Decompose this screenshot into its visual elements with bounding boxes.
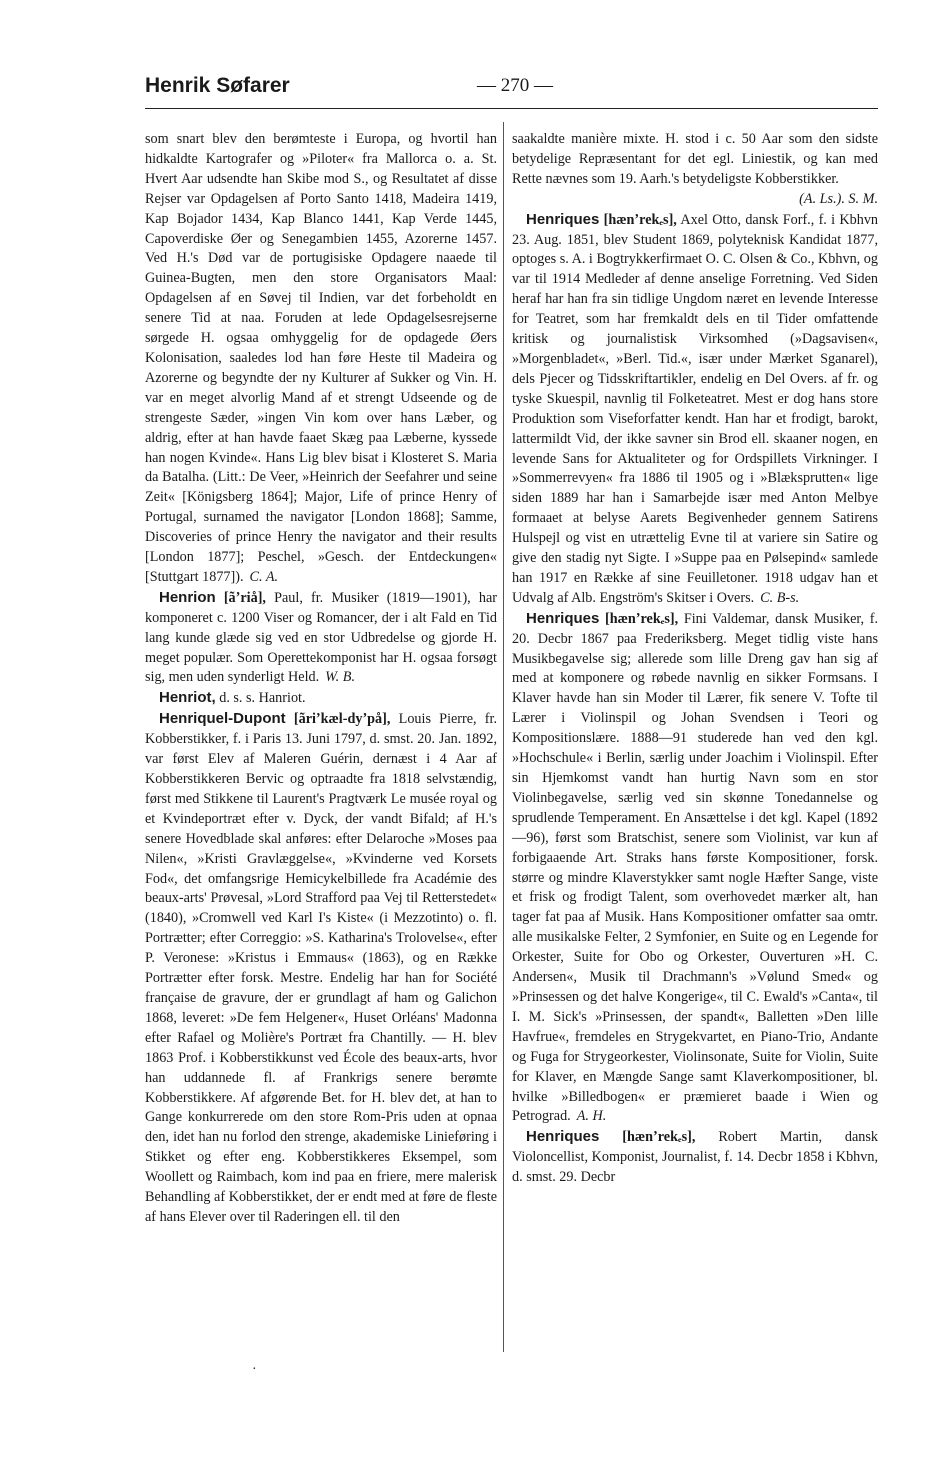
- entry-henriques-axel-otto: [512, 210, 878, 609]
- running-head: Henrik Søfarer: [145, 74, 290, 97]
- pronunciation: [ãriʼkæl-dyʼpå],: [293, 711, 391, 728]
- headword: Henriques: [526, 1128, 600, 1146]
- entry-text: Paul, fr. Musiker (1819—1901), har komponeret c. 1200 Viser og Romancer, der i alt Fald en Tid lang kunde glæde sig ved en stor Udbredelse og gjorde H. meget populær. Som Operettekomponist har H. ogsaa forsøgt sig, men uden synderligt Held.: [145, 589, 497, 686]
- entry-henriques-robert-martin: [512, 1127, 878, 1188]
- page-header: [145, 74, 878, 104]
- page-number: — 270 —: [477, 75, 553, 96]
- entry-henriot: [145, 688, 497, 709]
- entry-henriquel-dupont: [145, 709, 497, 1228]
- column-divider: [503, 122, 504, 1352]
- entry-henriquel-dupont-continuation: [512, 130, 878, 190]
- headword: Henriquel-Dupont: [159, 710, 286, 728]
- headword: Henrion: [159, 588, 216, 606]
- entry-signature: C. B-s.: [760, 589, 800, 606]
- headword: Henriques: [526, 210, 600, 228]
- entry-henriques-fini-valdemar: [512, 609, 878, 1128]
- right-column: [512, 130, 878, 1188]
- left-column: [145, 130, 497, 1228]
- entry-text: Robert Martin, dansk Violoncellist, Komponist, Journalist, f. 14. Decbr 1858 i Kbhvn, d. smst. 29. Decbr: [512, 1129, 879, 1186]
- footer-mark: ·: [252, 1362, 257, 1377]
- entry-signature: W. B.: [325, 669, 355, 686]
- entry-henrik-continuation: [145, 130, 497, 588]
- entry-henrion: [145, 588, 497, 689]
- header-rule: [145, 108, 878, 109]
- entry-text: som snart blev den berømteste i Europa, og hvortil han hidkaldte Kartografer og »Piloter« fra Mallorca o. a. St. Hvert Aar udsendte han Skibe mod S., og Resultatet af disse Rejser var Opdagelsen af Porto Santo 1418, Madeira 1419, Kap Bojador 1434, Kap Blanco 1441, Kap Verde 1445, Capoverdiske Øer og Senegambien 1455, Azorerne 1457. Ved H.'s Død var de portugisiske Opdagere naaede til Guinea-Bugten, men den store Organisators Maal: Opdagelsen af en Søvej til Indien, var det forbeholdt en senere Tid at naa. Foruden at lede Opdagelsesrejserne sørgede H. ogsaa omhyggelig for de opdagede Øers Kolonisation, saaledes lod han føre Heste til Madeira og Azorerne og begyndte der ny Kulturer af Sukker og Vin. H. var en meget alvorlig Mand af et strengt Udseende og de strengeste Sæder, »ingen Vin kom over hans Læber, og aldrig, efter at han havde faaet Skæg paa Læberne, kyssede han nogen Kvinde«. Hans Lig blev bisat i Klosteret S. Maria da Batalha. (Litt.: De Veer, »Heinrich der Seefahrer und seine Zeit« [Königsberg 1864]; Major, Life of prince Henry of Portugal, surnamed the navigator [London 1868]; Samme, Discoveries of prince Henry the navigator and their results [London 1877]; Peschel, »Gesch. der Entdeckungen« [Stuttgart 1877]).: [145, 131, 497, 585]
- entry-signature: C. A.: [249, 568, 279, 585]
- entry-text: Louis Pierre, fr. Kobberstikker, f. i Paris 13. Juni 1797, d. smst. 20. Jan. 1892, var først Elev af Maleren Guérin, dernæst i 4 Aar af Kobberstikkeren Bervic og optraadte fra 1818 selvstændig, først med Stikkene til Laurent's Pragtværk Le musée royal og et Kvindeportræt efter v. Dyck, der vandt Bifald; af H.'s senere Hovedblade skal anføres: efter Delaroche »Moses paa Nilen«, »Kristi Gravlæggelse«, »Kvinderne ved Korsets Fod«, det omfangsrige Hemicykelbillede fra Académie des beaux-arts' Prøvesal, »Lord Strafford paa Vej til Retterstedet« (1840), »Cromwell ved Karl I's Kiste« (i Mezzotinto) o. fl. Portrætter; efter Correggio: »S. Katharina's Trolovelse«, efter P. Veronese: »Kristus i Emmaus« (1863), og en Række Portrætter efter forsk. Mestre. Endelig har han for Société française de gravure, der er grundlagt af ham og Galichon 1868, leveret: »De fem Helgener«, Huset Orléans' Madonna efter Rafael og Molière's Portræt fra Chantilly. — H. blev 1863 Prof. i Kobberstikkunst ved École des beaux-arts, hvor han uddannede fl. af Frankrigs senere berømte Kobberstikkere. Af afgørende Bet. for H. blev det, at han to Gange konkurrerede om den store Rom-Pris uden at opnaa den, idet han nu forlod den strenge, akademiske Linieføring i Stikket og efter eng. Kobberstikkeres Eksempel, som Woollett og Raimbach, kom ind paa en friere, mere malerisk Behandling af Kobberstikket, der er endt med at føre de fleste af hans Elever over til Raderingen ell. til den: [145, 711, 498, 1225]
- headword: Henriot,: [159, 689, 216, 707]
- pronunciation: [hænʼrekₑs],: [605, 610, 679, 627]
- pronunciation: [hænʼrekₑs],: [603, 211, 677, 228]
- headword: Henriques: [526, 609, 600, 627]
- entry-text: saakaldte manière mixte. H. stod i c. 50 Aar som den sidste betydelige Repræsentant for det egl. Liniestik, og kan med Rette nævnes som 19. Aarh.'s betydeligste Kobberstikker.: [512, 131, 878, 187]
- pronunciation: [hænʼrekₑs],: [622, 1129, 696, 1146]
- entry-text: Fini Valdemar, dansk Musiker, f. 20. Decbr 1867 paa Frederiksberg. Meget tidlig viste hans Musikbegavelse sig; allerede som lille Dreng gav han sig af med at komponere og røbede navnlig en sikker Formsans. I Klaver havde han sin Moder til Lærer, fik senere V. Tofte til Lærer i Violinspil og Johan Svendsen i Teori og Kompositionslære. 1888—91 studerede han ved den kgl. »Hochschule« i Berlin, særlig under Joachim i Violinspil. Efter sin Hjemkomst vandt han hurtig Navn som en stor Violinbegavelse, særlig ved sin skønne Tonedannelse og sprudlende Temperament. En Ansættelse i det kgl. Kapel (1892—96), først som Bratschist, senere som Violinist, var kun af forbigaaende Art. Straks hans første Kompositioner, forsk. større og mindre Klaverstykker samt nogle Hæfter Sange, viste et frisk og frodigt Talent, som overhovedet mærker alt, han tager fat paa af Musik. Hans Kompositioner omfatter saa omtr. alle musikalske Felter, 2 Symfonier, en Suite og en Legende for Orkester, Suite for Obo og Orkester, Ouverturen »H. C. Andersen«, Musik til Drachmann's »Vølund Smed« og »Prinsessen og det halve Kongerige«, til C. Ewald's »Canta«, til I. M. Sick's »Prinsessen, der spandt«, Balletten »Den lille Havfrue«, fremdeles en Strygekvartet, en Piano-Trio, Andante og Fuga for Strygeorkester, Violinsonate, Suite for Violin, Suite for Klaver, en Mængde Sange samt Klaverkompositioner, bl. hvilke »Billedbogen« er præmieret baade i Wien og Petrograd.: [512, 610, 879, 1125]
- entry-signature: (A. Ls.). S. M.: [799, 190, 878, 207]
- entry-text: Axel Otto, dansk Forf., f. i Kbhvn 23. Aug. 1851, blev Student 1869, polyteknisk Kandidat 1877, optoges s. A. i Bogtrykkerfirmaet O. C. Olsen & Co., Kbhvn, og var til 1914 Medleder af denne anselige Forretning. Ved Siden heraf har han fra sin tidlige Ungdom næret en levende Interesse for Teatret, som har fremkaldt dels en til Tider omfattende kritisk og journalistisk Virksomhed (»Dagsavisen«, »Morgenbladet«, »Berl. Tid.«, især under Mærket Sganarel), dels Pjecer og Tidsskriftartikler, endelig en Del Overs. af fr. og tyske Skuespil, navnlig til Folketeatret. Mest er dog hans store Produktion som Viseforfatter kendt. Han har et frodigt, barokt, lattermildt Vid, der ikke savner sin Brod ell. skaaner nogen, en levende Sans for Aktualiteter og for Ordspillets Virkninger. I »Sommerrevyen« fra 1886 til 1905 og i »Blæksprutten« lige siden 1889 har han i Samarbejde især med Anton Melbye formaaet at belyse Aarets Begivenheder gennem Satirens Hulspejl og vist en utrættelig Evne til at variere sin Satire og give den stadig nyt Sigte. I »Suppe paa en Pølsepind« samlede han 1917 en Række af sine Feuilletoner. 1918 udgav han et Udvalg af Alb. Engström's Skitser i Overs.: [512, 211, 879, 606]
- pronunciation: [ãʼriå],: [223, 589, 266, 606]
- entry-text: d. s. s. Hanriot.: [219, 690, 306, 707]
- entry-signature: A. H.: [576, 1108, 607, 1125]
